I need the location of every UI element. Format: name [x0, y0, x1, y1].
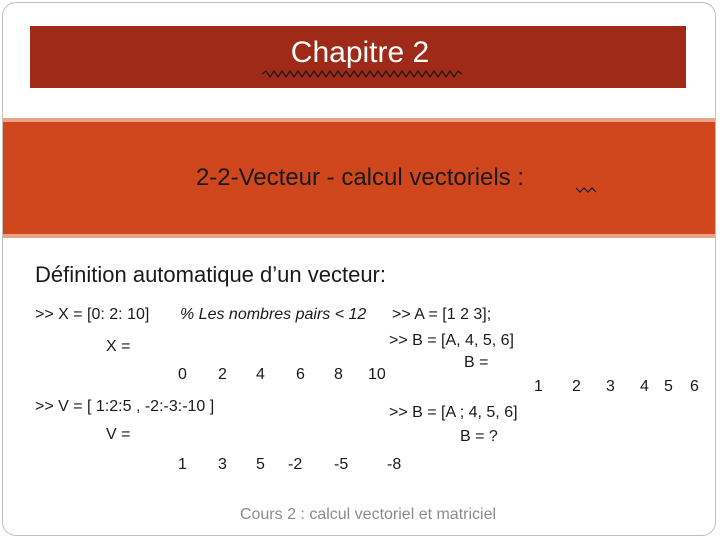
command-a: >> A = [1 2 3];	[392, 306, 492, 323]
command-x: >> X = [0: 2: 10]	[35, 306, 150, 323]
b-value: 1	[534, 378, 543, 395]
chapter-title: Chapitre 2	[290, 36, 430, 69]
definition-heading: Définition automatique d’un vecteur:	[35, 262, 386, 287]
b-value: 5	[664, 378, 673, 395]
v-value: 1	[178, 456, 187, 473]
spellcheck-underline	[262, 70, 462, 78]
b-value: 6	[690, 378, 699, 395]
command-b2: >> B = [A ; 4, 5, 6]	[389, 404, 518, 421]
x-value: 0	[178, 366, 187, 383]
x-value: 8	[334, 366, 343, 383]
spellcheck-underline	[576, 186, 598, 194]
command-v: >> V = [ 1:2:5 , -2:-3:-10 ]	[35, 398, 215, 415]
v-value: -8	[387, 456, 402, 473]
x-value: 2	[218, 366, 227, 383]
x-label: X =	[106, 338, 131, 355]
section-title: 2-2-Vecteur - calcul vectoriels :	[195, 164, 525, 191]
x-value: 10	[368, 366, 386, 383]
b-value: 3	[606, 378, 615, 395]
b-label: B =	[464, 354, 489, 371]
b-value: 4	[640, 378, 649, 395]
x-value: 6	[296, 366, 305, 383]
x-value: 4	[256, 366, 265, 383]
slide-footer: Cours 2 : calcul vectoriel et matriciel	[239, 506, 497, 523]
v-value: 3	[218, 456, 227, 473]
v-value: -5	[334, 456, 349, 473]
v-value: 5	[256, 456, 265, 473]
v-value: -2	[288, 456, 303, 473]
command-b1: >> B = [A, 4, 5, 6]	[389, 332, 514, 349]
b-label-question: B = ?	[460, 428, 498, 445]
comment-x: % Les nombres pairs < 12	[180, 306, 367, 323]
v-label: V =	[106, 426, 131, 443]
b-value: 2	[572, 378, 581, 395]
